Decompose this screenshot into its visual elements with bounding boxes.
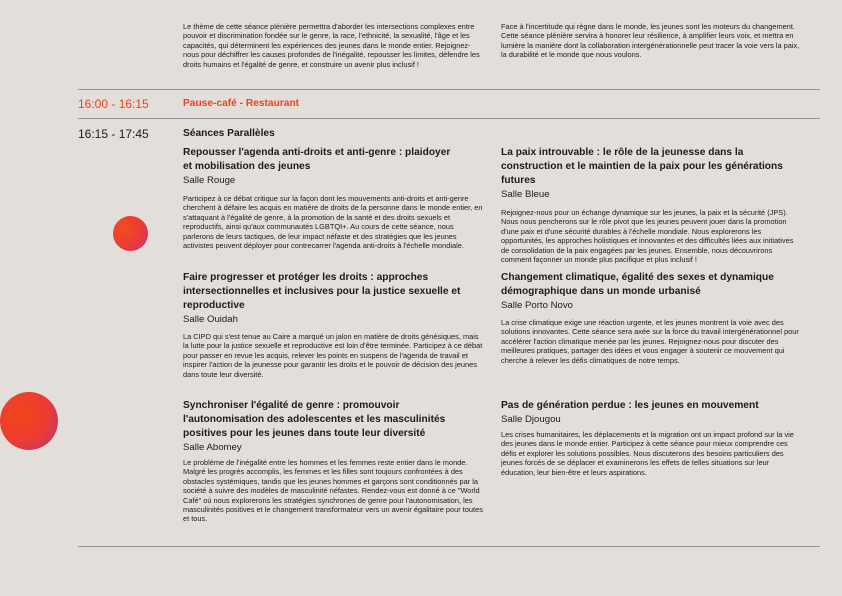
session-card (501, 271, 801, 365)
session-title: Faire progresser et protéger les droits : approches intersectionnelles et inclusives pour la justice sexuelle et reproductive (183, 272, 461, 311)
session-description: La crise climatique exige une réaction urgente, et les jeunes montrent la voie avec des solutions innovantes. Cette séance sera axée sur la force du travail intergénérationnel pour accélérer l'action climatique menée par les jeunes. Rejoignez-nous pour discuter des meilleures pratiques, partager des idées et vous engager à soutenir ce mouvement qui cherche à relever les défis climatiques de notre temps. (501, 318, 799, 365)
divider-middle (78, 118, 820, 119)
session-card (501, 146, 801, 264)
session-description: Rejoignez-nous pour un échange dynamique sur les jeunes, la paix et la sécurité (JPS). Nous nous pencherons sur le rôle pivot que les jeunes peuvent jouer dans la promotion d'une paix et d'une sécurité durables à l'échelle mondiale. Nous explorerons les opportunités, les approches holistiques et innovantes et des difficultés liées aux initiatives de consolidation de la paix engagées par les jeunes. Ensemble, nous découvrirons comment façonner un monde plus pacifique et plus inclusif ! (501, 208, 794, 265)
session-description: Participez à ce débat critique sur la façon dont les mouvements anti-droits et anti-genre cherchent à défaire les acquis en matière de droits de la personne dans le monde entier, en s'attaquant à l'égalité de genre, à la promotion de la santé et des droits sexuels et reproductifs, ainsi qu'aux communautés LGBTQI+. Au cours de cette séance, nous parlerons de leurs tactiques, de leur impact néfaste et des stratégies que les jeunes activistes peuvent déployer pour contrecarrer l'agenda anti-droits à l'échelle mondiale. (183, 194, 483, 251)
session-description: La CIPD qui s'est tenue au Caire a marqué un jalon en matière de droits génésiques, mais la lutte pour la justice sexuelle et reproductive est loin d'être terminée. Participez à ce débat pour passer en revue les acquis, relever les points en suspens de l'agenda de travail et inspirer l'action de la jeunesse pour garantir les droits et le pouvoir de décision des jeunes dans toute leur diversité. (183, 332, 483, 379)
session-room: Salle Ouidah (183, 314, 238, 325)
session-title: Repousser l'agenda anti-droits et anti-genre : plaidoyer et mobilisation des jeunes (183, 147, 451, 172)
session-description: Le problème de l'inégalité entre les hommes et les femmes reste entier dans le monde. Malgré les progrès accomplis, les femmes et les filles sont toujours confrontées à des obstacles systémiques, tandis que les jeunes hommes et garçons sont conditionnés par la société à suivre des modèles de masculinité néfastes. Rendez-vous est donné à ce "World Café" où nous explorerons les stratégies synchrones de genre pour l'autonomisation, les masculinités positives et le changement transformateur vers un avenir égalitaire pour toutes et tous. (183, 458, 483, 524)
session-title: La paix introuvable : le rôle de la jeunesse dans la construction et le maintien de la paix pour les générations futures (501, 147, 783, 186)
session-card (501, 399, 801, 477)
parallel-heading: Séances Parallèles (183, 128, 275, 139)
plenary-description-left: Le thème de cette séance plénière permettra d'aborder les intersections complexes entre pouvoir et discrimination fondée sur le genre, la race, l'ethnicité, la sexualité, l'âge et les capacités, qui déterminent les expériences des jeunes dans le monde entier. Rejoignez-nous pour déchiffrer les causes profondes de l'inégalité, repousser les limites, défendre les droits humains et l'égalité de genre, et construire un avenir plus inclusif ! (183, 22, 480, 69)
session-room: Salle Djougou (501, 414, 561, 425)
break-label: Pause-café - Restaurant (183, 98, 300, 109)
session-description: Les crises humanitaires, les déplacements et la migration ont un impact profond sur la vie des jeunes dans le monde entier. Participez à cette séance pour mieux comprendre ces défis et explorer les solutions possibles. Nous discuterons des besoins particuliers des jeunes forcés de se déplacer et examinerons les effets de telles situations sur leur éducation, leur bien-être et leurs aspirations. (501, 430, 794, 477)
session-room: Salle Porto Novo (501, 300, 573, 311)
session-room: Salle Rouge (183, 175, 236, 186)
decorative-gradient-circle-large (0, 392, 58, 450)
parallel-time: 16:15 - 17:45 (78, 127, 149, 141)
session-room: Salle Abomey (183, 442, 242, 453)
session-card (183, 399, 483, 524)
session-title: Synchroniser l'égalité de genre : promouvoir l'autonomisation des adolescentes et les masculinités positives pour les jeunes dans toute leur diversité (183, 400, 446, 439)
break-time: 16:00 - 16:15 (78, 97, 149, 111)
decorative-gradient-circle-small (113, 216, 148, 251)
divider-bottom (78, 546, 820, 547)
session-title: Changement climatique, égalité des sexes et dynamique démographique dans un monde urbanisé (501, 272, 774, 297)
session-title: Pas de génération perdue : les jeunes en mouvement (501, 400, 759, 411)
divider-top (78, 89, 820, 90)
session-card (183, 271, 483, 379)
session-card (183, 146, 483, 250)
plenary-description-right: Face à l'incertitude qui règne dans le monde, les jeunes sont les moteurs du changement. Cette séance plénière servira à honorer leur résilience, à amplifier leurs voix, et mettra en lumière la manière dont la collaboration intergénérationnelle peut tracer la voie vers la paix, la durabilité et le monde que nous voulons. (501, 22, 800, 60)
session-room: Salle Bleue (501, 189, 550, 200)
